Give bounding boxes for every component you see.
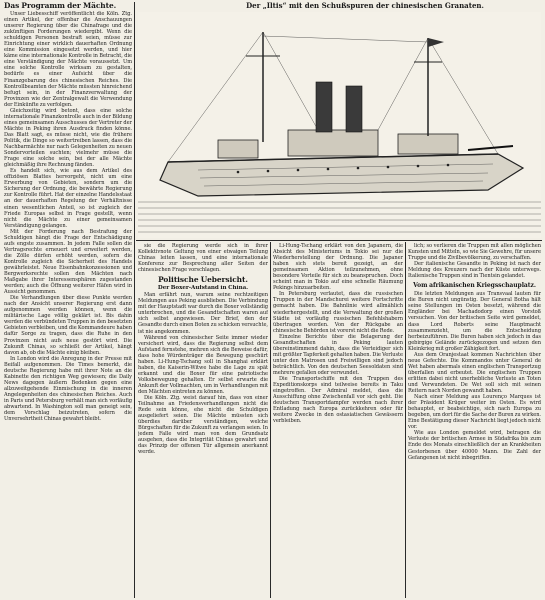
section-rule <box>136 240 542 241</box>
article-paragraph: Die Verhandlungen über diese Punkte werden nach der Ansicht unserer Regierung erst dann aufgenommen werden können, wenn die militärische Lage völlig geklärt ist. Bis dahin werden die verbündeten Truppen in den besetzten Gebieten verbleiben, und die Kommandeure haben dafür Sorge zu tragen, dass die Ruhe in den Provinzen nicht aufs neue gestört wird. Die Zukunft Chinas, so schließt der Artikel, hängt davon ab, ob die Mächte einig bleiben. <box>4 295 132 356</box>
left-column-title: Das Programm der Mächte. <box>4 2 117 10</box>
article-paragraph: Einzelne Berichte über die Belagerung der Gesandtschaften in Peking lauten übereinstimmend dahin, dass die Verteidiger sich mit größter Tapferkeit gehalten haben. Die Verluste unter den Matrosen und Freiwilligen sind jedoch beträchtlich. Von den deutschen Seesoldaten sind mehrere gefallen oder verwundet. <box>273 333 403 376</box>
column-rule <box>405 242 406 598</box>
article-paragraph: sie die Regierung werde sich in ihrer Kollektivnote Geltung von einer etwaigen Teilung Chinas leiten lassen, und eine internationale Konferenz zur Besprechung aller Seiten der chinesischen Frage vorschlagen. <box>138 243 268 274</box>
section-title: Vom afrikanischen Kriegsschauplatz. <box>413 282 536 290</box>
section-subtitle: Der Boxer-Aufstand in China. <box>157 285 249 292</box>
illustration-caption: Der „Iltis“ mit den Schußspuren der chinesischen Granaten. <box>246 1 484 10</box>
article-paragraph: Li-Hung-Tschang erklärt von den Japanern, die Absicht des Ministeriums in Tokio sei nur die Wiederherstellung der Ordnung. Die Japaner haben sich stets bereit gezeigt, an der gemeinsamen Aktion teilzunehmen, ohne besondere Vorteile für sich zu beanspruchen. Doch scheint man in Tokio auf eine schnelle Räumung Pekings hinzuarbeiten. <box>273 243 403 292</box>
section-title: Politische Uebersicht. <box>158 276 248 285</box>
left-column <box>4 2 132 598</box>
article-paragraph: In Petersburg verlautet, dass die russischen Truppen in der Mandschurei weitere Fortschritte gemacht haben. Die Bahnlinie wird allmählich wiederhergestellt, und die Verwaltung der großen Städte ist vorläufig russischen Befehlshabern übertragen worden. Von der Rückgabe an chinesische Behörden ist vorerst nicht die Rede. <box>273 291 403 334</box>
ship-illustration <box>138 12 541 238</box>
middle-column <box>138 243 268 598</box>
article-paragraph: Mit der Forderung nach Bestrafung der Schuldigen hängt die Frage der Entschädigung aufs engste zusammen. In jedem Falle sollen die Vertragsrechte erneuert und erweitert werden, die Zölle dürfen erhöht werden, sofern die Kontrolle zugleich die Sicherheit des Handels gewährleistet. Neue Eisenbahnkonzessionen und Bergwerksrechte sollen den Mächten nach Maßgabe ihrer Interessensphären zugestanden werden; auch die Öffnung weiterer Häfen wird in Aussicht genommen. <box>4 228 132 296</box>
article-paragraph: Während von chinesischer Seite immer wieder versichert wird, dass die Regierung selbst dem Aufstand fernstehe, mehren sich die Beweise dafür, dass hohe Würdenträger die Bewegung geschürt haben. Li-Hung-Tschang soll in Shanghai erklärt haben, die Kaiserin-Witwe habe die Lage zu spät erkannt und die Boxer für eine patriotische Volksbewegung gehalten. Er selbst erwarte die Ankunft der Vollmachten, um in Verhandlungen mit den Mächten eintreten zu können. <box>138 334 268 395</box>
article-paragraph: Nach einer Meldung aus Lourenço Marques ist der Präsident Krüger weiter im Osten. Es wird behauptet, er beabsichtige, sich nach Europa zu begeben, um dort für die Sache der Buren zu wirken. Eine Bestätigung dieser Nachricht liegt jedoch nicht vor. <box>408 394 541 431</box>
article-paragraph: Die letzten Meldungen aus Transvaal lauten für die Buren nicht ungünstig. Der General Botha hält seine Stellungen im Osten besetzt, während die Engländer bei Machadodorp einen Vorstoß versuchen. Von der britischen Seite wird gemeldet, dass Lord Roberts seine Hauptmacht zusammenzieht, um die Entscheidung herbeizuführen. Die Buren haben sich jedoch in das gebirgige Gelände zurückgezogen und setzen den Kleinkrieg mit großer Zähigkeit fort. <box>408 291 541 352</box>
article-paragraph: Unser Liebesschiff veröffentlicht die Köln. Ztg. einen Artikel, der offenbar die Anschauungen unserer Regierung über die Chinafrage und die zukünftigen Forderungen wiedergibt. Wenn die schuldigen Personen bestraft seien, müsse zur Einrichtung einer wirklich dauerhaften Ordnung eine Kommission eingesetzt werden, und hier käme eine internationale Kontrolle in Betracht, die eine Verständigung der Mächte voraussetzt. Um eine solche Kontrolle wirksam zu gestalten, bedürfe es einer Aufsicht über die Finanzgebarung des chinesischen Reiches. Die Kontrollbeamten der Mächte müssten hinreichend befugt sein, in der Finanzverwaltung der Provinzen wie der Zentralgewalt die Verwendung der Einkünfte zu verfolgen. <box>4 11 132 108</box>
article-paragraph: Man erfährt nun, warum seine rechtzeitigen Meldungen aus Peking ausblieben. Die Verbindung mit der Hauptstadt war durch die Boxer vollständig unterbrochen, und die Gesandtschaften waren auf sich selbst angewiesen. Der Brief, den der Gesandte durch einen Boten zu schicken versuchte, ist nie angekommen. <box>138 292 268 335</box>
article-paragraph: In London wird die Anregung in der Presse mit Beifall aufgenommen. Die Times bemerkt, die deutsche Regierung habe mit ihrer Note an die Kabinette den richtigen Weg gewiesen; die Daily News dagegen äußern Bedenken gegen eine allzuweitgehende Einmischung in die inneren Angelegenheiten des chinesischen Reiches. Auch in Paris und Petersburg verhält man sich vorläufig abwartend. In Washington soll man geneigt sein, dem Vorschlag beizutreten, sofern die Unversehrtheit Chinas gewahrt bleibt. <box>4 355 132 423</box>
column-rule <box>270 242 271 598</box>
article-paragraph: Aus dem Oranjestaat kommen Nachrichten über neue Gefechte. Die Kommandos unter General de Wet haben abermals einen englischen Transportzug überfallen und erbeutet. Die englischen Truppen erlitten dabei nicht unerhebliche Verluste an Toten und Verwundeten. De Wet soll sich mit seinen Reitern nach Norden gewandt haben. <box>408 351 541 395</box>
article-paragraph: Die Köln. Ztg. weist darauf hin, dass von einer Teilnahme an Friedensverhandlungen nicht die Rede sein könne, ehe nicht die Schuldigen ausgeliefert seien. Die Mächte müssten sich überdies darüber verständigen, welche Bürgschaften für die Zukunft zu verlangen seien. In jedem Falle wird man von dem Grundsatz ausgehen, dass die Integrität Chinas gewahrt und das Prinzip der offenen Tür allgemein anerkannt werde. <box>138 395 268 456</box>
article-paragraph: lich; so verlieren die Truppen mit allen möglichen Kunsten und Mitteln, so wie Sie Gewehre, für unsere Truppe und die Zivilbevölkerung, zu verschaffen. <box>408 243 541 262</box>
article-paragraph: Die Transportschiffe mit den Truppen des Expeditionskorps sind teilweise bereits in Taku eingetroffen. Der Admiral meldet, dass die Ausschiffung ohne Zwischenfall vor sich geht. Die deutschen Transportdampfer werden nach ihrer Entladung nach Europa zurückkehren oder für weitere Zwecke in den ostasiatischen Gewässern verbleiben. <box>273 376 403 425</box>
article-paragraph: Gleichzeitig wird betont, dass eine solche internationale Finanzkontrolle auch in der Bildung eines gemeinsamen Ausschusses der Vertreter der Mächte in Peking ihren Ausdruck finden könne. Das Blatt sagt, es müsse nicht, wie die frühere Politik, die Dinge so weitertreiben lassen, dass die Nachbarmächte nur nach Gelegenheiten zu neuen Sondervorteilen suchten; vielmehr müsse die Frage eine solche sein, bei der alle Mächte gleichmäßig ihre Rechnung fänden. <box>4 107 132 169</box>
article-paragraph: Der italienische Gesandte in Peking ist nach der Meldung des Kreuzers nach der Küste unterwegs. Italienische Truppen sind in Tientsin gelandet. <box>408 261 541 280</box>
right-column-a <box>273 243 403 598</box>
article-paragraph: Es handelt sich, wie aus dem Artikel des offiziösen Blattes hervorgeht, nicht um eine Erwerbung von Gebieten, sondern um die Sicherung der Ordnung, die bewährte Regierung zur Kontrolle führt. Hat der einzelne Handelsstaat an der dauerhaften Regelung der Verhältnisse einen wesentlichen Anteil, so ist zugleich der Friede Europas selbst in Frage gestellt, wenn nicht die Mächte zu einer gemeinsamen Verständigung gelangen. <box>4 168 132 229</box>
article-paragraph: Wie aus London gemeldet wird, betragen die Verluste der britischen Armee in Südafrika bis zum Ende des Monats einschließlich der an Krankheiten Gestorbenen über 40000 Mann. Die Zahl der Gefangenen ist nicht inbegriffen. <box>408 430 541 461</box>
column-rule <box>134 2 135 598</box>
right-column-b <box>408 243 541 598</box>
